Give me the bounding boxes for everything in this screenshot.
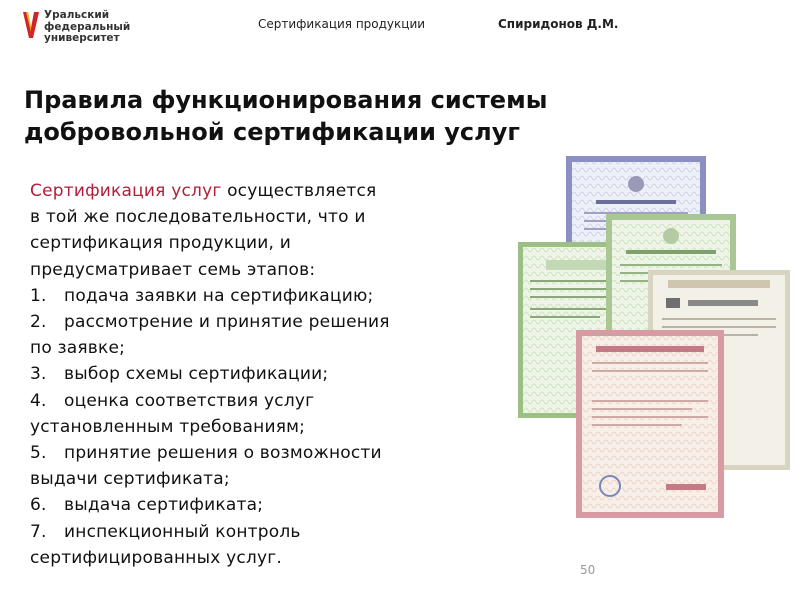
logo-line: Уральский [44,9,110,21]
list-item [30,440,500,466]
header-topic: Сертификация продукции [258,17,426,31]
intro-line [30,178,500,204]
university-logo [22,8,132,44]
slide-body [30,178,500,571]
intro-line: в той же последовательности, что и [30,207,366,228]
list-item [30,492,500,518]
logo-text [44,10,130,45]
step-continuation: выдачи сертификата; [30,469,230,490]
step-text: выдача сертификата; [64,495,264,516]
step-continuation: по заявке; [30,338,126,359]
step-text: инспекционный контроль [64,521,301,542]
step-text: рассмотрение и принятие решения [64,312,390,333]
title-line: Правила функционирования системы [24,86,548,114]
urfu-logo-icon [22,10,40,40]
step-number: 6. [30,495,47,516]
intro-rest: осуществляется [221,181,377,201]
intro-accent: Сертификация услуг [30,181,222,201]
step-text: выбор схемы сертификации; [64,364,329,385]
list-item [30,283,500,309]
list-item [30,519,500,545]
list-item [30,361,500,387]
step-text: оценка соответствия услуг [64,390,315,411]
title-line: добровольной сертификации услуг [24,118,520,146]
intro-line: предусматривает семь этапов: [30,259,316,280]
step-continuation: сертифицированных услуг. [30,547,282,568]
step-continuation: установленным требованиям; [30,416,306,437]
logo-line: университет [44,32,120,44]
list-item [30,388,500,414]
list-item [30,309,500,335]
intro-line: сертификация продукции, и [30,233,291,254]
step-number: 4. [30,390,47,411]
step-number: 5. [30,443,47,464]
step-number: 7. [30,521,47,542]
certificate-document [576,330,724,518]
certificates-illustration [516,150,796,520]
slide-title [24,84,644,148]
step-text: принятие решения о возможности [64,443,382,464]
page-number: 50 [580,563,596,577]
header-author: Спиридонов Д.М. [498,17,619,31]
step-number: 1. [30,285,47,306]
logo-line: федеральный [44,20,131,33]
step-number: 3. [30,364,47,385]
step-number: 2. [30,312,47,333]
step-text: подача заявки на сертификацию; [64,285,374,306]
